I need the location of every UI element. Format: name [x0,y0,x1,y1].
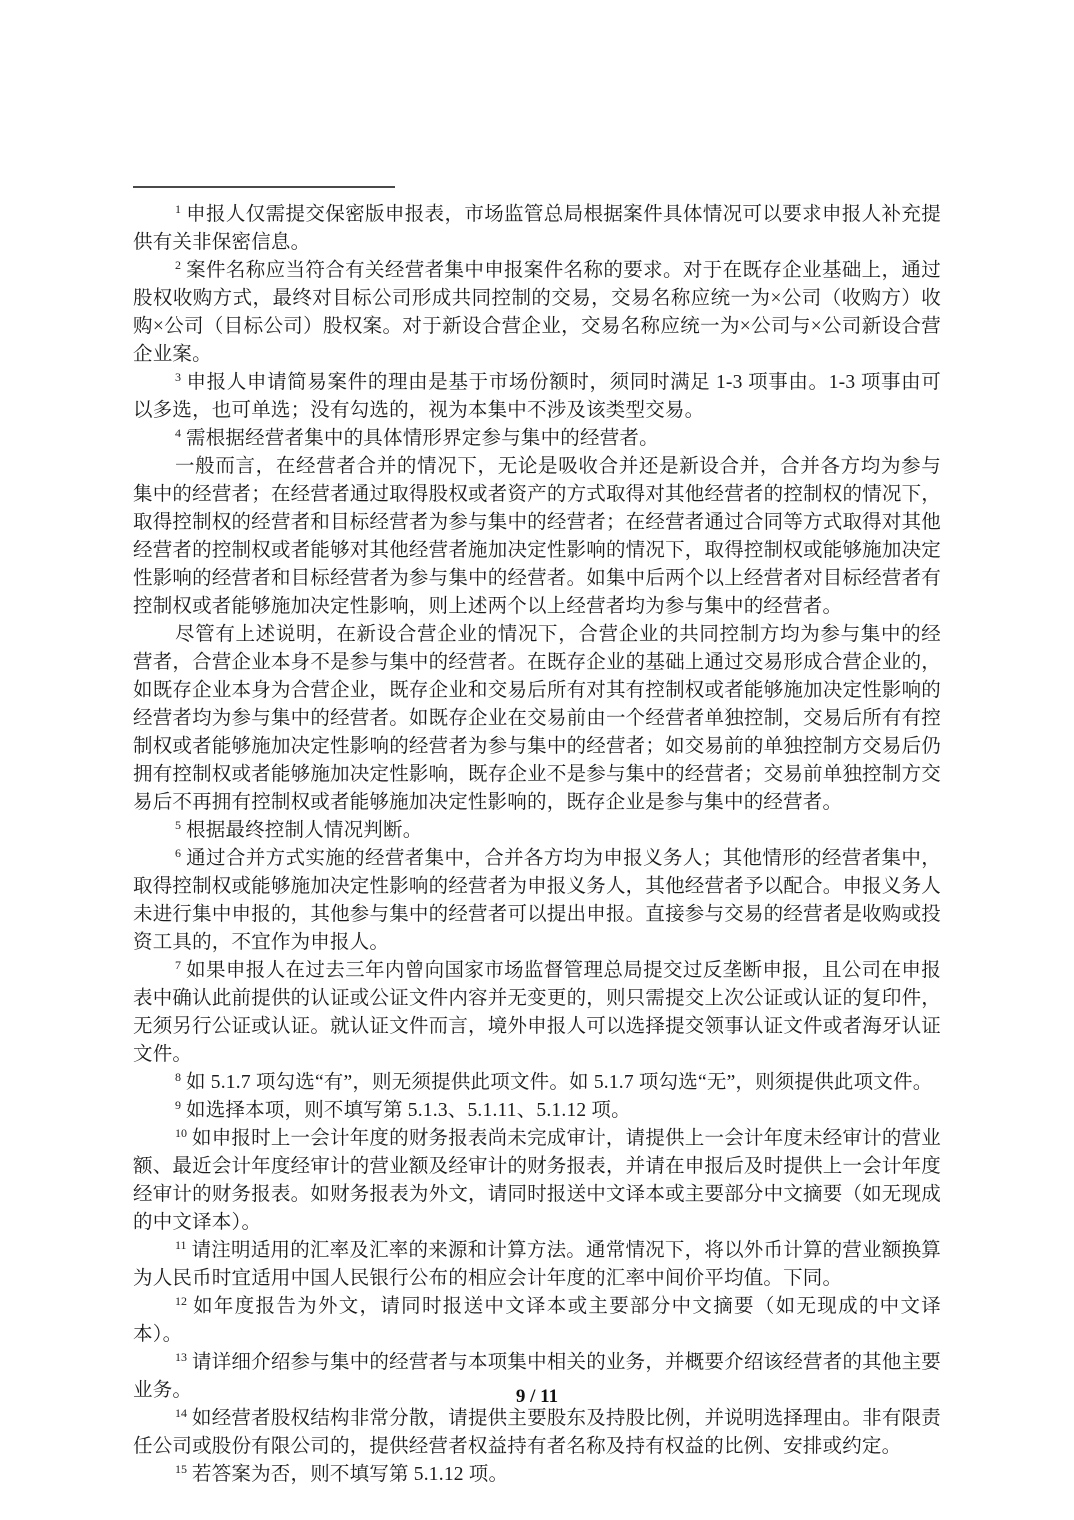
page-number: 9 / 11 [515,1386,559,1407]
footnote-paragraph [133,957,941,1069]
footnote-text: 如年度报告为外文，请同时报送中文译本或主要部分中文摘要（如无现成的中文译本）。 [133,1296,941,1345]
footnotes-list [133,201,941,1489]
footnote-text: 如果申报人在过去三年内曾向国家市场监督管理总局提交过反垄断申报，且公司在申报表中确认此前提供的认证或公证文件内容并无变更的，则只需提交上次公证或认证的复印件，无须另行公证或认证。就认证文件而言，境外申报人可以选择提交领事认证文件或者海牙认证文件。 [133,960,941,1065]
footnote-marker: 9 [175,1098,181,1112]
footnote-marker: 3 [175,370,181,384]
footnote-text: 如 5.1.7 项勾选“有”，则无须提供此项文件。如 5.1.7 项勾选“无”，则须提供此项文件。 [186,1072,933,1093]
footnote-paragraph [133,453,941,621]
footnote-text: 如选择本项，则不填写第 5.1.3、5.1.11、5.1.12 项。 [186,1100,631,1121]
footnote-paragraph [133,369,941,425]
footnote-text: 申报人仅需提交保密版申报表，市场监管总局根据案件具体情况可以要求申报人补充提供有关非保密信息。 [133,204,941,253]
footnote-marker: 2 [175,258,181,272]
footnote-marker: 12 [175,1294,187,1308]
footnote-paragraph [133,1125,941,1237]
footnote-marker: 8 [175,1070,181,1084]
footnote-text: 若答案为否，则不填写第 5.1.12 项。 [192,1464,509,1485]
footnote-text: 需根据经营者集中的具体情形界定参与集中的经营者。 [186,428,659,449]
footnote-text: 申报人申请简易案件的理由是基于市场份额时，须同时满足 1-3 项事由。1-3 项事由可以多选，也可单选；没有勾选的，视为本集中不涉及该类型交易。 [133,372,941,421]
footnote-text: 一般而言，在经营者合并的情况下，无论是吸收合并还是新设合并，合并各方均为参与集中的经营者；在经营者通过取得股权或者资产的方式取得对其他经营者的控制权的情况下，取得控制权的经营者和目标经营者为参与集中的经营者；在经营者通过合同等方式取得对其他经营者的控制权或者能够对其他经营者施加决定性影响的情况下，取得控制权或能够施加决定性影响的经营者和目标经营者为参与集中的经营者。如集中后两个以上经营者对目标经营者有控制权或者能够施加决定性影响，则上述两个以上经营者均为参与集中的经营者。 [133,456,941,617]
footnote-marker: 1 [175,202,181,216]
footnote-paragraph [133,257,941,369]
footnote-marker: 7 [175,958,181,972]
footnote-paragraph [133,1069,941,1097]
footnote-separator [133,186,395,188]
footnote-marker: 15 [175,1462,187,1476]
footnote-paragraph [133,1461,941,1489]
footnote-text: 请详细介绍参与集中的经营者与本项集中相关的业务，并概要介绍该经营者的其他主要业务。 [133,1352,941,1401]
footnote-paragraph [133,845,941,957]
footnote-text: 如经营者股权结构非常分散，请提供主要股东及持股比例，并说明选择理由。非有限责任公司或股份有限公司的，提供经营者权益持有者名称及持有权益的比例、安排或约定。 [133,1408,941,1457]
footnote-paragraph [133,621,941,817]
footnote-paragraph [133,1097,941,1125]
footnote-text: 根据最终控制人情况判断。 [186,820,423,841]
footnote-text: 如申报时上一会计年度的财务报表尚未完成审计，请提供上一会计年度未经审计的营业额、最近会计年度经审计的营业额及经审计的财务报表，并请在申报后及时提供上一会计年度经审计的财务报表。如财务报表为外文，请同时报送中文译本或主要部分中文摘要（如无现成的中文译本）。 [133,1128,941,1233]
footnote-paragraph [133,1293,941,1349]
footnote-marker: 14 [175,1406,187,1420]
footnote-text: 案件名称应当符合有关经营者集中申报案件名称的要求。对于在既存企业基础上，通过股权收购方式，最终对目标公司形成共同控制的交易，交易名称应统一为×公司（收购方）收购×公司（目标公司）股权案。对于新设合营企业，交易名称应统一为×公司与×公司新设合营企业案。 [133,260,941,365]
footnote-text: 尽管有上述说明，在新设合营企业的情况下，合营企业的共同控制方均为参与集中的经营者，合营企业本身不是参与集中的经营者。在既存企业的基础上通过交易形成合营企业的，如既存企业本身为合营企业，既存企业和交易后所有对其有控制权或者能够施加决定性影响的经营者均为参与集中的经营者。如既存企业在交易前由一个经营者单独控制，交易后所有有控制权或者能够施加决定性影响的经营者为参与集中的经营者；如交易前的单独控制方交易后仍拥有控制权或者能够施加决定性影响，既存企业不是参与集中的经营者；交易前单独控制方交易后不再拥有控制权或者能够施加决定性影响的，既存企业是参与集中的经营者。 [133,624,941,813]
footnote-paragraph [133,201,941,257]
footnote-marker: 11 [175,1238,187,1252]
footnote-text: 请注明适用的汇率及汇率的来源和计算方法。通常情况下，将以外币计算的营业额换算为人民币时宜适用中国人民银行公布的相应会计年度的汇率中间价平均值。下同。 [133,1240,941,1289]
footnote-paragraph [133,817,941,845]
footnote-paragraph [133,1405,941,1461]
footnote-marker: 6 [175,846,181,860]
footnote-marker: 13 [175,1350,187,1364]
footnote-marker: 5 [175,818,181,832]
footnote-text: 通过合并方式实施的经营者集中，合并各方均为申报义务人；其他情形的经营者集中，取得控制权或能够施加决定性影响的经营者为申报义务人，其他经营者予以配合。申报义务人未进行集中申报的，其他参与集中的经营者可以提出申报。直接参与交易的经营者是收购或投资工具的，不宜作为申报人。 [133,848,941,953]
footnote-marker: 10 [175,1126,187,1140]
footnote-paragraph [133,1237,941,1293]
footnote-marker: 4 [175,426,181,440]
footnotes-section [133,186,941,1489]
footnote-paragraph [133,425,941,453]
